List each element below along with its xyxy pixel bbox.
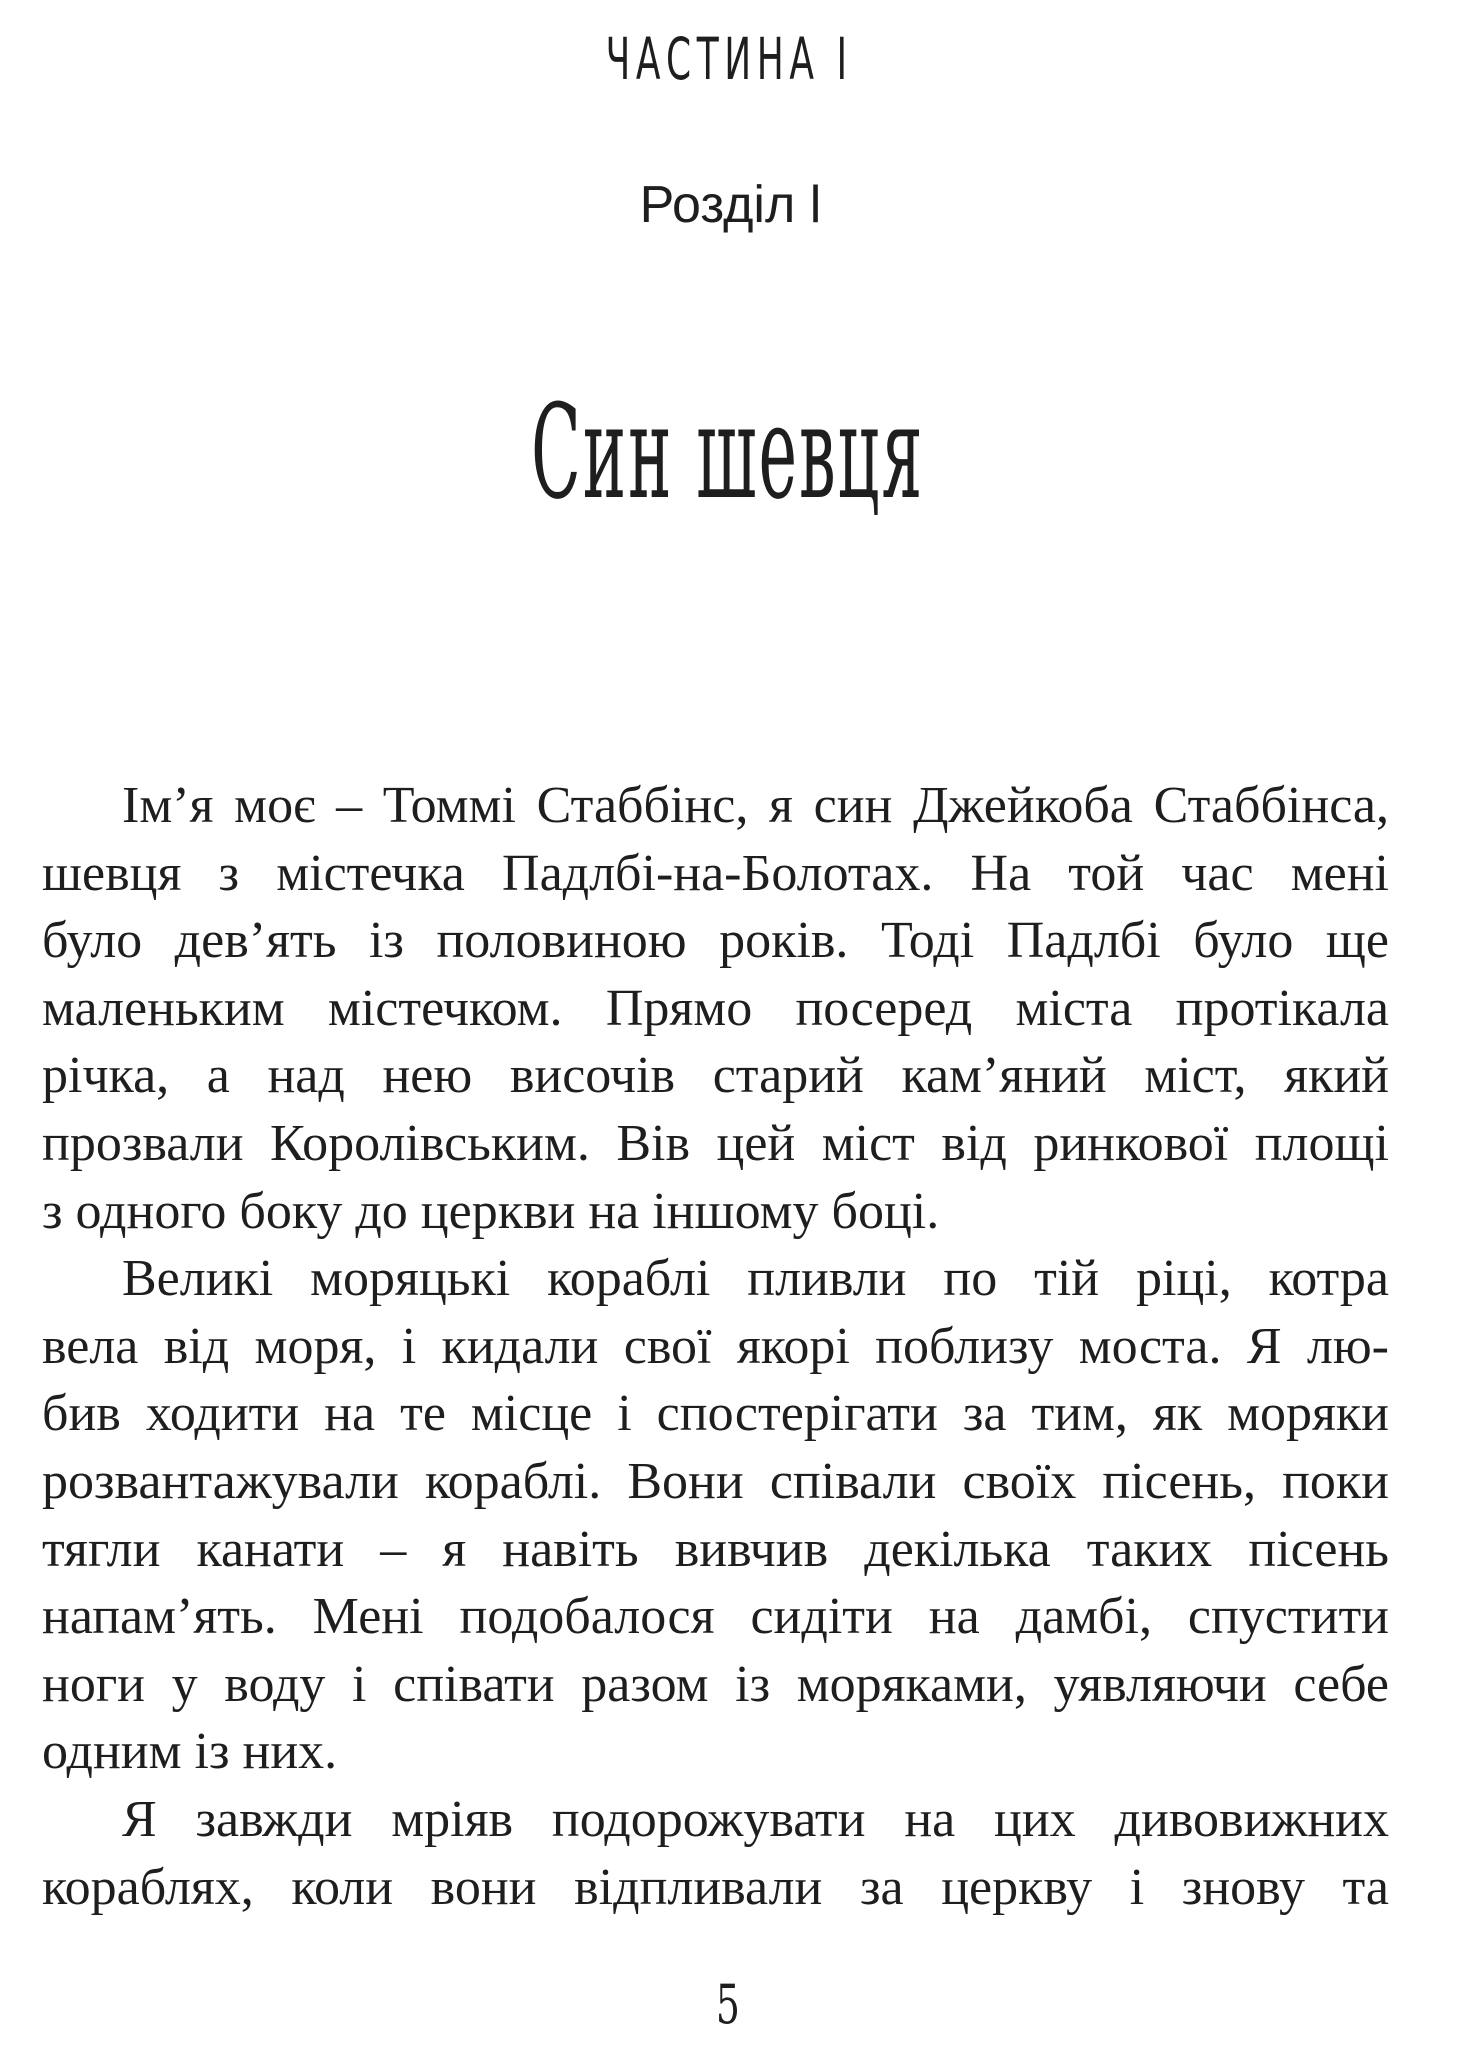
text-line: напам’ять. Мені подобалося сидіти на дамбі, спустити <box>42 1588 1389 1646</box>
body-text <box>42 772 1389 1921</box>
text-line: Ім’я моє – Томмі Стаббінс, я син Джейкоба Стаббінса, <box>122 777 1389 834</box>
part-title: ЧАСТИНА І <box>605 25 853 93</box>
text-line: розвантажували кораблі. Вони співали своїх пісень, поки <box>42 1452 1389 1510</box>
text-line: кораблях, коли вони відпливали за церкву і знову та <box>42 1858 1389 1916</box>
text-line: Великі моряцькі кораблі пливли по тій ріці, котра <box>122 1250 1389 1308</box>
text-line: бив ходити на те місце і спостерігати за тим, як моряки <box>42 1385 1389 1443</box>
text-line: ноги у воду і співати разом із моряками, уявляючи себе <box>42 1655 1389 1713</box>
text-line: прозвали Королівським. Вів цей міст від ринкової площі <box>42 1114 1389 1172</box>
page-number: 5 <box>715 1973 740 2036</box>
text-line: тягли канати – я навіть вивчив декілька таких пісень <box>42 1520 1389 1578</box>
text-line: річка, а над нею височів старий кам’яний міст, який <box>42 1047 1389 1105</box>
text-line: Я завжди мріяв подорожувати на цих дивовижних <box>122 1790 1389 1848</box>
chapter-title: Син шевця <box>531 376 925 528</box>
text-line: вела від моря, і кидали свої якорі поблизу моста. Я лю- <box>42 1317 1389 1375</box>
chapter-label: Розділ l <box>639 176 822 234</box>
text-line: було дев’ять із половиною років. Тоді Падлбі було ще <box>42 912 1389 970</box>
text-line: з одного боку до церкви на іншому боці. <box>42 1182 940 1240</box>
text-line: одним із них. <box>42 1723 338 1781</box>
text-line: шевця з містечка Падлбі-на-Болотах. На той час мені <box>42 844 1389 902</box>
text-line: маленьким містечком. Прямо посеред міста протікала <box>42 979 1389 1037</box>
